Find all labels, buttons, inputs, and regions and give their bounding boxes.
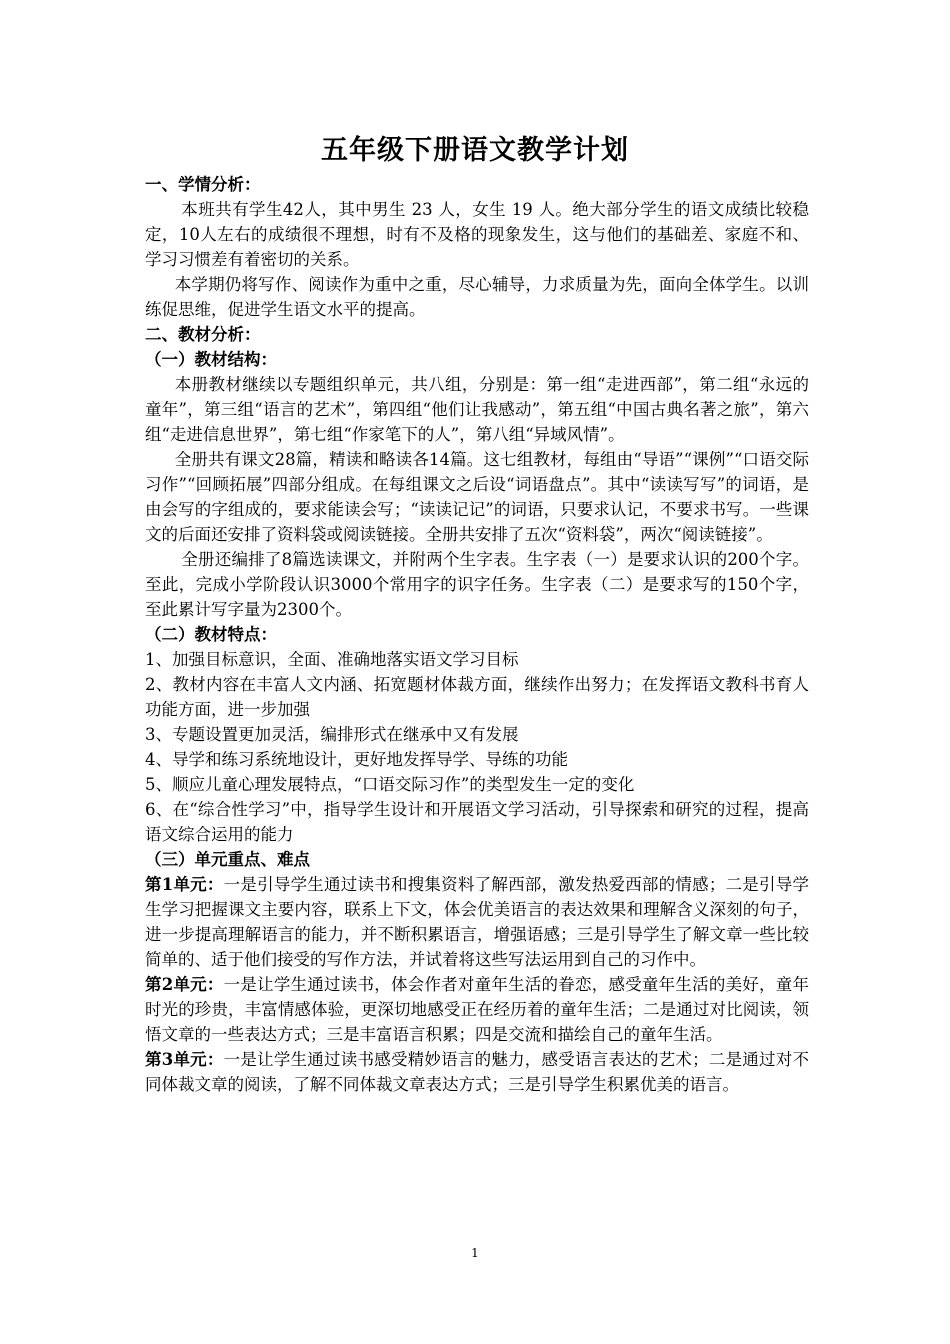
- paragraph: 全册还编排了8篇选读课文，并附两个生字表。生字表（一）是要求认识的200个字。至此，完成小学阶段认识3000个常用字的识字任务。生字表（二）是要求写的150个字，至此累计写字量为2300个。: [145, 550, 809, 619]
- subheading-textbook-structure: （一）教材结构：: [145, 350, 277, 369]
- unit-text: 一是让学生通过读书，体会作者对童年生活的眷恋，感受童年生活的美好，童年时光的珍贵，丰富情感体验，更深切地感受正在经历着的童年生活；二是通过对比阅读，领悟文章的一些表达方式；三是丰富语言积累；四是交流和描绘自己的童年生活。: [145, 975, 810, 1044]
- paragraph: 本班共有学生42人，其中男生 23 人，女生 19 人。绝大部分学生的语文成绩比较稳定，10人左右的成绩很不理想，时有不及格的现象发生，这与他们的基础差、家庭不和、学习习惯差有着密切的关系。: [145, 200, 809, 269]
- list-item: 6、在“综合性学习”中，指导学生设计和开展语文学习活动，引导探索和研究的过程，提高语文综合运用的能力: [145, 800, 809, 844]
- unit-paragraph: [145, 972, 809, 1047]
- list-item: 5、顺应儿童心理发展特点，“口语交际习作”的类型发生一定的变化: [145, 775, 635, 794]
- paragraph: 本册教材继续以专题组织单元，共八组，分别是：第一组“走进西部”，第二组“永远的童年”，第三组“语言的艺术”，第四组“他们让我感动”，第五组“中国古典名著之旅”，第六组“走进信息世界”，第七组“作家笔下的人”，第八组“异域风情”。: [145, 375, 809, 444]
- unit-label: 第1单元：: [145, 875, 224, 894]
- section-heading-student-analysis: 一、学情分析：: [145, 175, 261, 194]
- paragraph: 本学期仍将写作、阅读作为重中之重，尽心辅导，力求质量为先，面向全体学生。以训练促思维，促进学生语文水平的提高。: [145, 275, 809, 319]
- list-item: 4、导学和练习系统地设计，更好地发挥导学、导练的功能: [145, 750, 568, 769]
- list-item: 3、专题设置更加灵活，编排形式在继承中又有发展: [145, 725, 519, 744]
- unit-label: 第2单元：: [145, 975, 224, 994]
- subheading-unit-focus: （三）单元重点、难点: [145, 850, 310, 869]
- page-number: 1: [471, 1246, 479, 1260]
- unit-paragraph: [145, 1047, 809, 1097]
- document-title: 五年级下册语文教学计划: [321, 135, 629, 166]
- list-item: 2、教材内容在丰富人文内涵、拓宽题材体裁方面，继续作出努力；在发挥语文教科书育人功能方面，进一步加强: [145, 675, 809, 719]
- unit-text: 一是让学生通过读书感受精妙语言的魅力，感受语言表达的艺术；二是通过对不同体裁文章的阅读，了解不同体裁文章表达方式；三是引导学生积累优美的语言。: [145, 1050, 810, 1094]
- list-item: 1、加强目标意识，全面、准确地落实语文学习目标: [145, 650, 519, 669]
- paragraph: 全册共有课文28篇，精读和略读各14篇。这七组教材，每组由“导语”“课例”“口语交际习作”“回顾拓展”四部分组成。在每组课文之后设“词语盘点”。其中“读读写写”的词语，是由会写的字组成的，要求能读会写；“读读记记”的词语，只要求认记，不要求书写。一些课文的后面还安排了资料袋或阅读链接。全册共安排了五次“资料袋”，两次“阅读链接”。: [145, 450, 809, 544]
- unit-label: 第3单元：: [145, 1050, 224, 1069]
- unit-paragraph: [145, 872, 809, 972]
- unit-text: 一是引导学生通过读书和搜集资料了解西部，激发热爱西部的情感；二是引导学生学习把握课文主要内容，联系上下文，体会优美语言的表达效果和理解含义深刻的句子，进一步提高理解语言的能力，并不断积累语言，增强语感；三是引导学生了解文章一些比较简单的、适于他们接受的写作方法，并试着将这些写法运用到自己的习作中。: [145, 875, 810, 969]
- subheading-textbook-features: （二）教材特点：: [145, 625, 277, 644]
- section-heading-textbook-analysis: 二、教材分析：: [145, 325, 261, 344]
- document-body: [145, 172, 809, 1097]
